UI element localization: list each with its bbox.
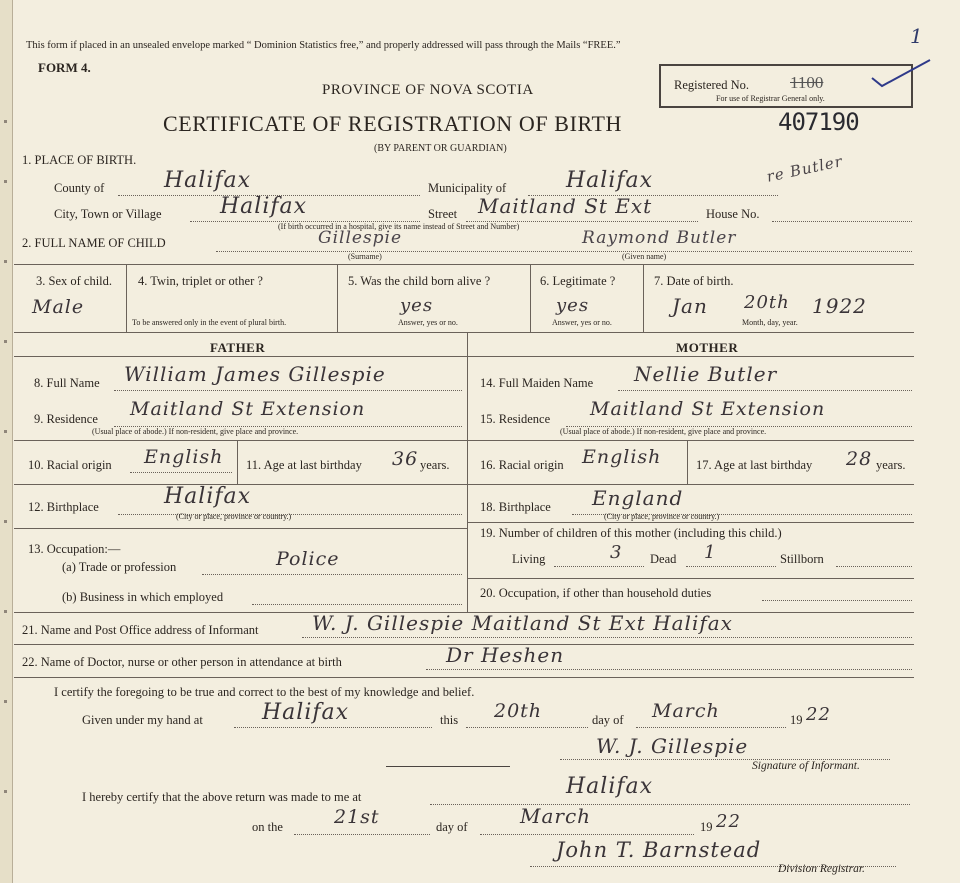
margin-note: re Butler bbox=[764, 152, 845, 186]
mother-name-label: 14. Full Maiden Name bbox=[480, 376, 594, 390]
certify-year-prefix: 19 bbox=[790, 713, 803, 727]
mother-age: 28 bbox=[846, 448, 873, 470]
mother-birthplace-note: (City or place, province or country.) bbox=[604, 512, 720, 521]
legitimate-label: 6. Legitimate ? bbox=[540, 274, 616, 288]
certify-place: Halifax bbox=[262, 700, 350, 725]
registrar-statement: I hereby certify that the above return was made to me at bbox=[82, 790, 362, 804]
legitimate-value: yes bbox=[556, 295, 590, 316]
dob-year: 1922 bbox=[812, 294, 867, 318]
father-name: William James Gillespie bbox=[124, 362, 386, 386]
father-racial-origin-label: 10. Racial origin bbox=[28, 458, 112, 472]
certify-year: 22 bbox=[806, 704, 831, 725]
dob-month: Jan bbox=[672, 294, 708, 318]
mother-racial-origin: English bbox=[582, 446, 662, 468]
mother-heading: MOTHER bbox=[676, 340, 739, 355]
mother-racial-origin-label: 16. Racial origin bbox=[480, 458, 564, 472]
certify-statement: I certify the foregoing to be true and correct to the best of my knowledge and belief. bbox=[54, 685, 475, 699]
mother-name: Nellie Butler bbox=[634, 362, 778, 386]
informant-signature: W. J. Gillespie bbox=[596, 734, 749, 758]
municipality-label: Municipality of bbox=[428, 181, 507, 195]
dob-note: Month, day, year. bbox=[742, 318, 798, 327]
county-value: Halifax bbox=[164, 168, 252, 193]
doctor-value: Dr Heshen bbox=[446, 643, 565, 667]
twin-label: 4. Twin, triplet or other ? bbox=[138, 274, 263, 288]
informant-label: 21. Name and Post Office address of Informant bbox=[22, 623, 259, 637]
trade-label: (a) Trade or profession bbox=[62, 560, 177, 574]
city-value: Halifax bbox=[220, 194, 308, 219]
mother-years: years. bbox=[876, 458, 906, 472]
house-no-label: House No. bbox=[706, 207, 760, 221]
born-alive-note: Answer, yes or no. bbox=[398, 318, 458, 327]
doctor-label: 22. Name of Doctor, nurse or other person in attendance at birth bbox=[22, 655, 342, 669]
stillborn-label: Stillborn bbox=[780, 552, 824, 566]
father-residence-note: (Usual place of abode.) If non-resident, give place and province. bbox=[92, 427, 299, 436]
certify-month: March bbox=[652, 700, 720, 722]
business-label: (b) Business in which employed bbox=[62, 590, 224, 604]
hospital-note: (If birth occurred in a hospital, give its name instead of Street and Number) bbox=[278, 222, 520, 231]
father-years: years. bbox=[420, 458, 450, 472]
father-birthplace-note: (City or place, province or country.) bbox=[176, 512, 292, 521]
informant-value: W. J. Gillespie Maitland St Ext Halifax bbox=[312, 611, 733, 635]
mother-residence: Maitland St Extension bbox=[590, 398, 826, 420]
mother-residence-label: 15. Residence bbox=[480, 412, 551, 426]
legitimate-note: Answer, yes or no. bbox=[552, 318, 612, 327]
registrar-year-prefix: 19 bbox=[700, 820, 713, 834]
dead-label: Dead bbox=[650, 552, 677, 566]
father-birthplace: Halifax bbox=[164, 484, 252, 509]
place-of-birth-label: 1. PLACE OF BIRTH. bbox=[22, 153, 137, 167]
child-surname: Gillespie bbox=[318, 228, 403, 248]
twin-note: To be answered only in the event of plural birth. bbox=[132, 318, 287, 327]
father-occupation-label: 13. Occupation:— bbox=[28, 542, 121, 556]
given-under-label: Given under my hand at bbox=[82, 713, 203, 727]
mother-birthplace-label: 18. Birthplace bbox=[480, 500, 551, 514]
living-label: Living bbox=[512, 552, 546, 566]
father-age: 36 bbox=[392, 448, 419, 470]
sex-value: Male bbox=[32, 296, 85, 318]
dead-count: 1 bbox=[704, 542, 717, 563]
father-residence: Maitland St Extension bbox=[130, 398, 366, 420]
surname-caption: (Surname) bbox=[348, 252, 382, 261]
registration-number: 407190 bbox=[778, 108, 859, 136]
certificate-title: CERTIFICATE OF REGISTRATION OF BIRTH bbox=[163, 111, 622, 136]
registrar-month: March bbox=[520, 804, 592, 828]
dob-label: 7. Date of birth. bbox=[654, 274, 734, 288]
father-birthplace-label: 12. Birthplace bbox=[28, 500, 99, 514]
given-name-caption: (Given name) bbox=[622, 252, 667, 261]
registrar-place: Halifax bbox=[566, 774, 654, 799]
registrar-general-note: For use of Registrar General only. bbox=[716, 94, 825, 103]
child-name-label: 2. FULL NAME OF CHILD bbox=[22, 236, 166, 250]
mail-notice: This form if placed in an unsealed envelope marked “ Dominion Statistics free,” and properly addressed will pass through the Mails “FREE.” bbox=[26, 40, 621, 51]
father-trade: Police bbox=[276, 548, 340, 570]
father-name-label: 8. Full Name bbox=[34, 376, 100, 390]
city-label: City, Town or Village bbox=[54, 207, 162, 221]
sex-label: 3. Sex of child. bbox=[36, 274, 113, 288]
father-age-label: 11. Age at last birthday bbox=[246, 458, 362, 472]
registrar-signature: John T. Barnstead bbox=[556, 838, 762, 862]
check-mark-icon bbox=[868, 58, 934, 95]
registrar-year: 22 bbox=[716, 811, 741, 832]
registered-no-crossed: 1100 bbox=[790, 73, 824, 92]
children-count-label: 19. Number of children of this mother (including this child.) bbox=[480, 526, 782, 540]
father-residence-label: 9. Residence bbox=[34, 412, 98, 426]
province-heading: PROVINCE OF NOVA SCOTIA bbox=[322, 82, 534, 98]
certify-day: 20th bbox=[494, 700, 543, 722]
municipality-value: Halifax bbox=[566, 168, 654, 193]
mother-occupation-label: 20. Occupation, if other than household duties bbox=[480, 586, 712, 600]
registered-no-label: Registered No. bbox=[674, 78, 749, 92]
mother-birthplace: England bbox=[592, 486, 684, 510]
registrar-day: 21st bbox=[334, 806, 380, 828]
certify-day-of-label: day of bbox=[592, 713, 624, 727]
mother-residence-note: (Usual place of abode.) If non-resident, give place and province. bbox=[560, 427, 767, 436]
street-value: Maitland St Ext bbox=[478, 194, 653, 218]
binding-strip bbox=[0, 0, 13, 883]
certificate-subtitle: (BY PARENT OR GUARDIAN) bbox=[374, 143, 507, 154]
dob-day: 20th bbox=[744, 292, 790, 313]
living-count: 3 bbox=[610, 542, 623, 563]
father-racial-origin: English bbox=[144, 446, 224, 468]
informant-signature-label: Signature of Informant. bbox=[752, 760, 860, 772]
child-given-name: Raymond Butler bbox=[582, 228, 737, 248]
born-alive-value: yes bbox=[400, 295, 434, 316]
registrar-day-of-label: day of bbox=[436, 820, 468, 834]
registrar-signature-label: Division Registrar. bbox=[778, 863, 865, 875]
registrar-on-label: on the bbox=[252, 820, 283, 834]
mother-age-label: 17. Age at last birthday bbox=[696, 458, 813, 472]
form-number: FORM 4. bbox=[38, 60, 91, 75]
certify-this-label: this bbox=[440, 713, 459, 727]
county-label: County of bbox=[54, 181, 105, 195]
father-heading: FATHER bbox=[210, 340, 266, 355]
born-alive-label: 5. Was the child born alive ? bbox=[348, 274, 491, 288]
street-label: Street bbox=[428, 207, 458, 221]
corner-mark: 1 bbox=[910, 24, 923, 48]
